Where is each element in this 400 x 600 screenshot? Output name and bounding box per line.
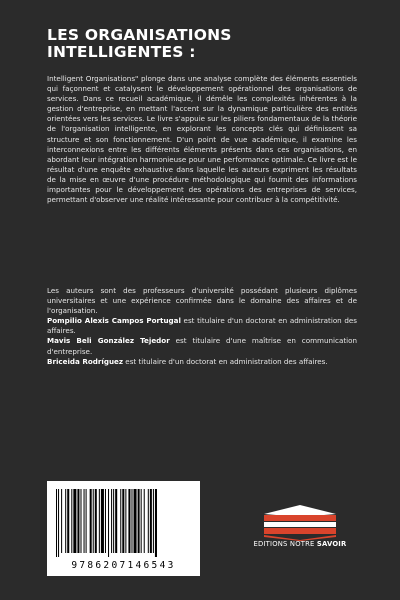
author-name: Pompilio Alexis Campos Portugal bbox=[47, 316, 181, 326]
author-name: Mavis Beli González Tejedor bbox=[47, 336, 170, 346]
author-bio bbox=[47, 316, 357, 336]
author-bio bbox=[47, 336, 357, 356]
authors-section bbox=[47, 286, 357, 367]
authors-intro: Les auteurs sont des professeurs d'université possédant plusieurs diplômes universitaires et une expérience confirmée dans le domaine des affaires et de l'organisation. bbox=[47, 286, 357, 316]
author-name: Briceida Rodríguez bbox=[47, 356, 124, 366]
author-bio bbox=[47, 357, 357, 367]
book-title: LES ORGANISATIONS INTELLIGENTES : bbox=[47, 26, 232, 61]
author-description: est titulaire d'une maîtrise en communication d'entreprise. bbox=[47, 336, 358, 356]
author-description: est titulaire d'un doctorat en administration des affaires. bbox=[47, 316, 357, 336]
isbn-barcode bbox=[47, 481, 200, 576]
publisher-name: EDITIONS NOTRE SAVOIR bbox=[253, 540, 347, 548]
author-description: est titulaire d'un doctorat en administration des affaires. bbox=[123, 356, 328, 366]
isbn-number: 9786207146543 bbox=[71, 560, 176, 571]
barcode-bars bbox=[55, 489, 192, 557]
book-summary: Intelligent Organisations" plonge dans une analyse complète des éléments essentiels qui façonnent et catalysent le développement opérationnel des organisations de services. Dans ce recueil académique, il démêle les complexités inhérentes à la gestion d'entreprise, en mettant l'accent sur la dynamique particulière des entités orientées vers les services. Le livre s'appuie sur les piliers fondamentaux de la théorie de l'organisation intelligente, en explorant les concepts clés qui définissent sa structure et son fonctionnement. D'un point de vue académique, il examine les interconnexions entre les différents éléments présents dans ces organisations, en abordant leur intégration harmonieuse pour une performance optimale. Ce livre est le résultat d'une enquête exhaustive dans laquelle les auteurs expriment les résultats de la mise en œuvre d'une procédure méthodologique qui fournit des informations importantes pour le développement des opérations des entreprises de services, permettant d'observer une réalité intéressante pour contribuer à la compétitivité. bbox=[47, 74, 357, 205]
